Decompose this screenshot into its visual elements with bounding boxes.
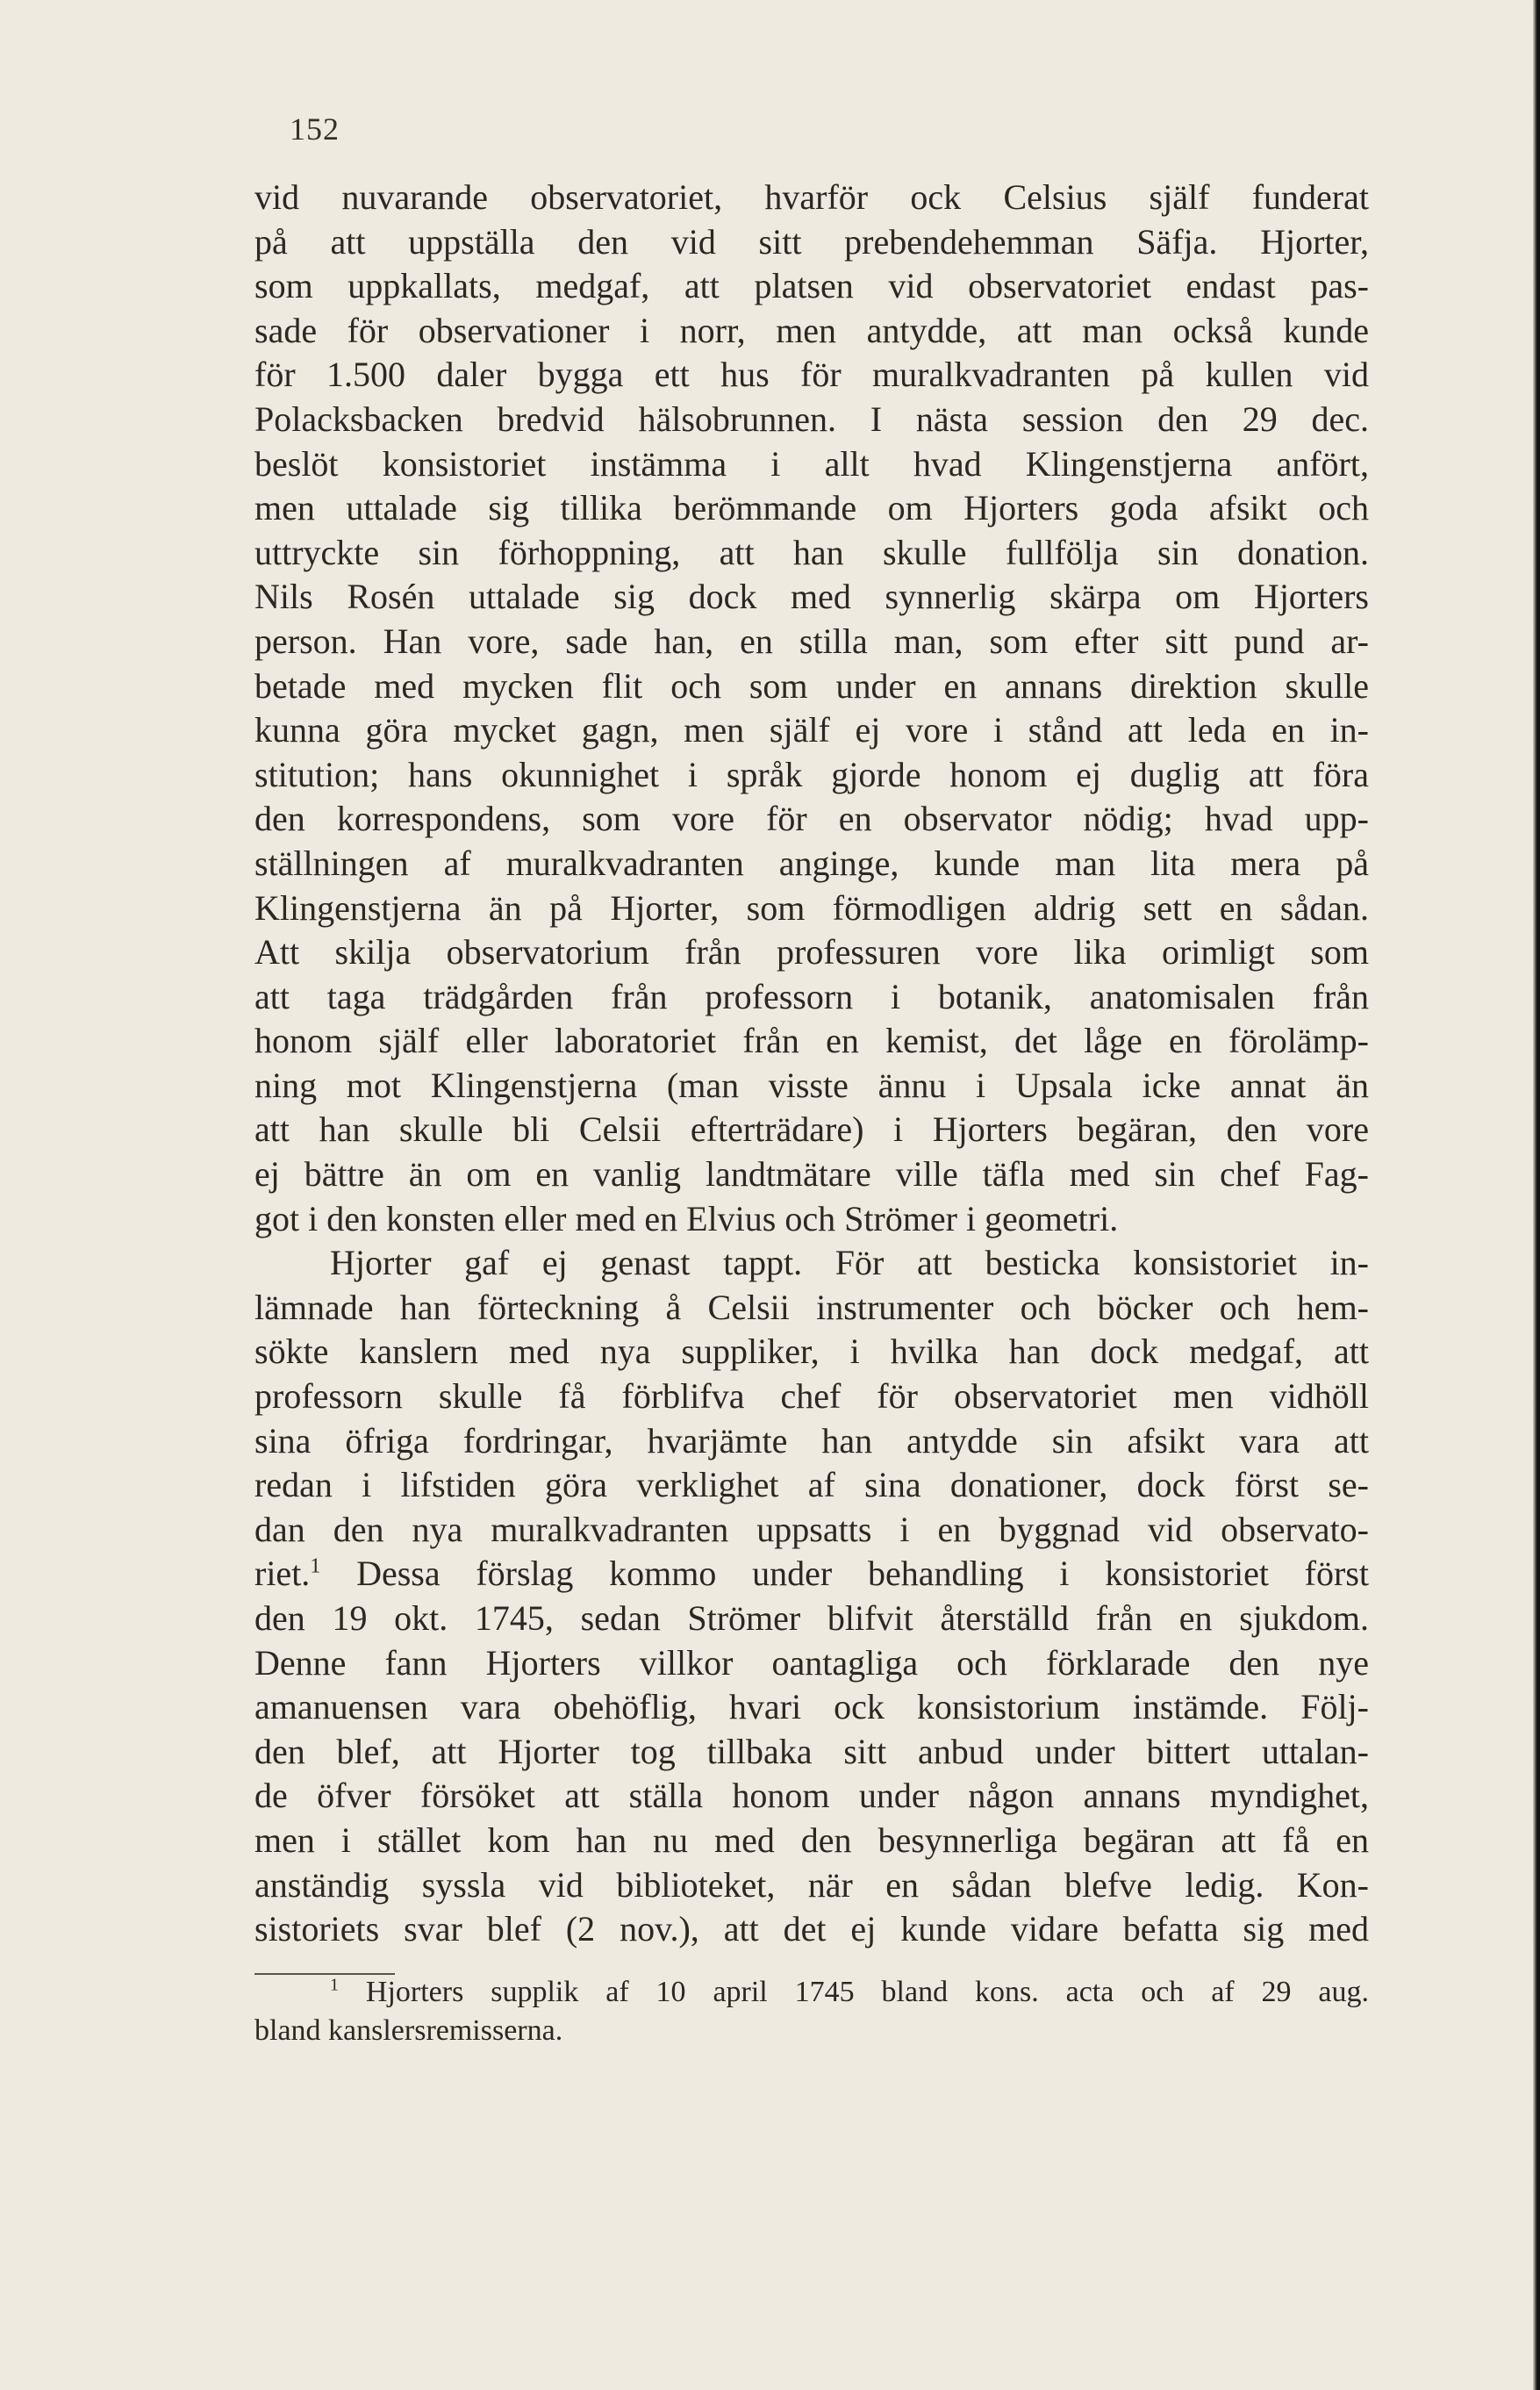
text-line: Polacksbacken bredvid hälsobrunnen. I nästa session den 29 dec. bbox=[254, 398, 1369, 439]
text-line: stitution; hans okunnighet i språk gjorde honom ej duglig att föra bbox=[254, 754, 1369, 794]
text-line-with-footnote-ref bbox=[254, 1552, 1369, 1597]
text-line: vid nuvarande observatoriet, hvarför ock Celsius själf funderat bbox=[254, 177, 1369, 217]
text-line: dan den nya muralkvadranten uppsatts i en byggnad vid observato- bbox=[254, 1509, 1369, 1549]
paragraph-start-line: Hjorter gaf ej genast tappt. För att besticka konsistoriet in- bbox=[330, 1243, 1369, 1283]
text-line: uttryckte sin förhoppning, att han skulle fullfölja sin donation. bbox=[254, 532, 1369, 572]
text-line: den blef, att Hjorter tog tillbaka sitt anbud under bittert uttalan- bbox=[254, 1731, 1369, 1771]
text-line: Denne fann Hjorters villkor oantagliga och förklarade den nye bbox=[254, 1642, 1369, 1683]
footnote-reference: 1 bbox=[310, 1555, 321, 1579]
text-line: got i den konsten eller med en Elvius och Strömer i geometri. bbox=[254, 1198, 1119, 1238]
text-line: ställningen af muralkvadranten anginge, kunde man lita mera på bbox=[254, 843, 1369, 883]
page-number: 152 bbox=[290, 111, 340, 147]
text-line: betade med mycken flit och som under en annans direktion skulle bbox=[254, 665, 1369, 706]
text-line: men i stället kom han nu med den besynnerliga begäran att få en bbox=[254, 1819, 1369, 1860]
page-edge-shadow bbox=[1533, 0, 1540, 2390]
text-line: beslöt konsistoriet instämma i allt hvad Klingenstjerna anfört, bbox=[254, 443, 1369, 484]
text-line: honom själf eller laboratoriet från en kemist, det låge en förolämp- bbox=[254, 1021, 1369, 1061]
text-line: anständig syssla vid biblioteket, när en sådan blefve ledig. Kon- bbox=[254, 1864, 1369, 1905]
text-line: Klingenstjerna än på Hjorter, som förmodligen aldrig sett en sådan. bbox=[254, 887, 1369, 928]
text-line: att taga trädgården från professorn i botanik, anatomisalen från bbox=[254, 976, 1369, 1016]
text-line: lämnade han förteckning å Celsii instrumenter och böcker och hem- bbox=[254, 1287, 1369, 1327]
text-line: redan i lifstiden göra verklighet af sina donationer, dock först se- bbox=[254, 1465, 1369, 1505]
footnote-marker: 1 bbox=[330, 1975, 339, 1995]
text-line: som uppkallats, medgaf, att platsen vid observatoriet endast pas- bbox=[254, 266, 1369, 306]
text-line: kunna göra mycket gagn, men själf ej vore i stånd att leda en in- bbox=[254, 710, 1369, 750]
text-line: sina öfriga fordringar, hvarjämte han antydde sin afsikt vara att bbox=[254, 1420, 1369, 1461]
text-line: amanuensen vara obehöflig, hvari ock konsistorium instämde. Följ- bbox=[254, 1687, 1369, 1727]
text-line: Att skilja observatorium från professuren vore lika orimligt som bbox=[254, 932, 1369, 973]
footnote-line: bland kanslersremisserna. bbox=[254, 2014, 563, 2047]
text-line: sökte kanslern med nya suppliker, i hvilka han dock medgaf, att bbox=[254, 1331, 1369, 1372]
text-fragment: Dessa förslag kommo under behandling i konsistoriet först bbox=[356, 1554, 1370, 1594]
text-line: ej bättre än om en vanlig landtmätare ville täfla med sin chef Fag- bbox=[254, 1154, 1369, 1195]
text-line: person. Han vore, sade han, en stilla man, som efter sitt pund ar- bbox=[254, 621, 1369, 661]
text-line: för 1.500 daler bygga ett hus för muralkvadranten på kullen vid bbox=[254, 355, 1369, 395]
text-line: sistoriets svar blef (2 nov.), att det ej kunde vidare befatta sig med bbox=[254, 1909, 1369, 1949]
body-text bbox=[254, 176, 1369, 1952]
text-line: på att uppställa den vid sitt prebendehemman Säfja. Hjorter, bbox=[254, 221, 1369, 262]
text-line: Nils Rosén uttalade sig dock med synnerlig skärpa om Hjorters bbox=[254, 577, 1369, 617]
footnote-line bbox=[254, 1973, 1369, 2012]
text-line: men uttalade sig tillika berömmande om Hjorters goda afsikt och bbox=[254, 488, 1369, 528]
text-line: den 19 okt. 1745, sedan Strömer blifvit återställd från en sjukdom. bbox=[254, 1598, 1369, 1638]
footnote-text: Hjorters supplik af 10 april 1745 bland kons. acta och af 29 aug. bbox=[365, 1976, 1370, 2008]
text-fragment: riet. bbox=[254, 1554, 311, 1594]
text-line: att han skulle bli Celsii efterträdare) i Hjorters begäran, den vore bbox=[254, 1109, 1369, 1150]
text-line: de öfver försöket att ställa honom under någon annans myndighet, bbox=[254, 1776, 1369, 1816]
text-line: ning mot Klingenstjerna (man visste ännu i Upsala icke annat än bbox=[254, 1065, 1369, 1105]
text-line: sade för observationer i norr, men antydde, att man också kunde bbox=[254, 310, 1369, 350]
text-line: den korrespondens, som vore för en observator nödig; hvad upp- bbox=[254, 799, 1369, 839]
text-line: professorn skulle få förblifva chef för observatoriet men vidhöll bbox=[254, 1376, 1369, 1417]
footnote bbox=[254, 1973, 1369, 2050]
